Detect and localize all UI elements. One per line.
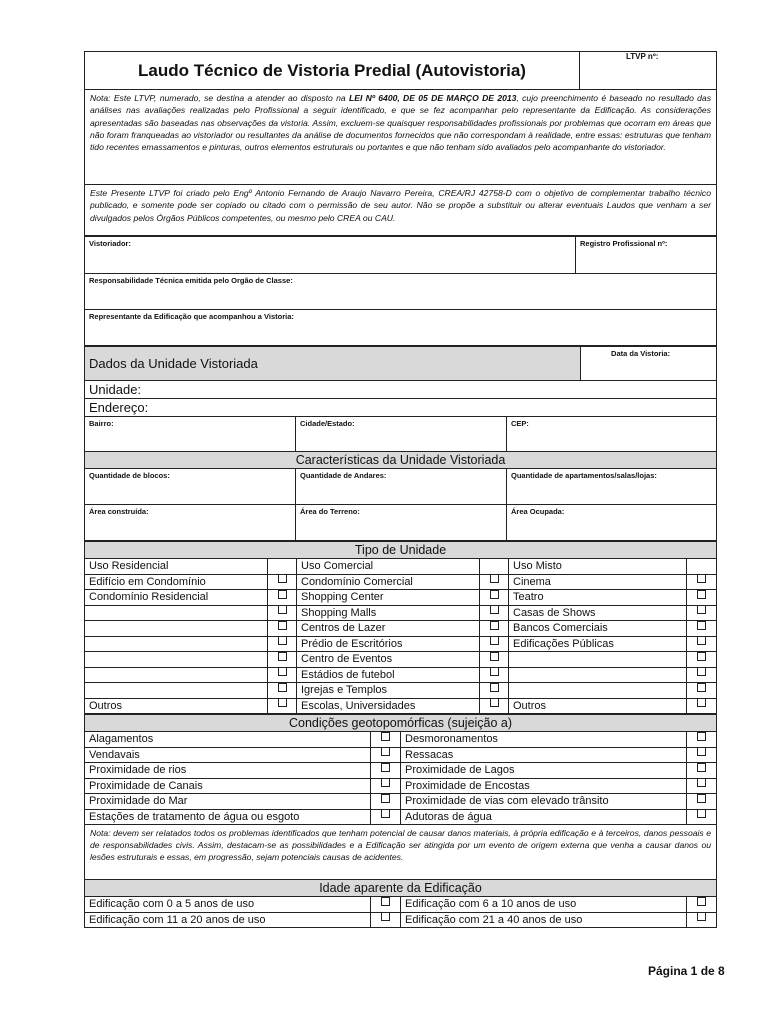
checkbox-icon (697, 683, 706, 692)
unit-type-label: Outros (85, 698, 268, 714)
table-row (85, 590, 717, 606)
checkbox-icon (278, 590, 287, 599)
checkbox-icon (381, 897, 390, 906)
unit-type-label (85, 683, 268, 699)
checkbox-icon (490, 590, 499, 599)
age-rows (85, 897, 717, 928)
table-row (85, 667, 717, 683)
geo-condition-checkbox[interactable] (371, 763, 401, 779)
checkbox-icon (490, 574, 499, 583)
unit-type-checkbox[interactable] (687, 636, 717, 652)
checkbox-icon (278, 652, 287, 661)
geo-condition-checkbox[interactable] (687, 778, 717, 794)
unit-type-label: Prédio de Escritórios (297, 636, 480, 652)
table-row (85, 763, 717, 779)
unit-type-checkbox[interactable] (480, 636, 509, 652)
table-row (85, 652, 717, 668)
unit-type-label (509, 652, 687, 668)
characteristics-heading: Características da Unidade Vistoriada (85, 452, 717, 469)
checkbox-icon (381, 809, 390, 818)
unit-type-label: Shopping Malls (297, 605, 480, 621)
checkbox-icon (697, 667, 706, 676)
geo-condition-checkbox[interactable] (371, 778, 401, 794)
unit-type-label: Outros (509, 698, 687, 714)
geo-rows (85, 732, 717, 825)
geo-condition-checkbox[interactable] (687, 809, 717, 825)
table-row (85, 897, 717, 913)
checkbox-icon (278, 683, 287, 692)
age-option-label: Edificação com 21 a 40 anos de uso (401, 912, 687, 928)
checkbox-icon (381, 794, 390, 803)
checkbox-icon (490, 605, 499, 614)
table-row (85, 605, 717, 621)
checkbox-icon (697, 778, 706, 787)
unit-type-label: Igrejas e Templos (297, 683, 480, 699)
checkbox-icon (697, 652, 706, 661)
checkbox-icon (697, 636, 706, 645)
checkbox-icon (490, 652, 499, 661)
unit-type-checkbox[interactable] (480, 574, 509, 590)
unit-type-label: Shopping Center (297, 590, 480, 606)
checkbox-icon (381, 778, 390, 787)
unit-type-checkbox[interactable] (268, 683, 297, 699)
unit-type-checkbox[interactable] (268, 698, 297, 714)
geo-condition-checkbox[interactable] (687, 747, 717, 763)
checkbox-icon (697, 912, 706, 921)
checkbox-icon (697, 590, 706, 599)
inspector-section (84, 236, 717, 346)
checkbox-icon (697, 698, 706, 707)
checkbox-icon (697, 732, 706, 741)
table-row (85, 778, 717, 794)
unit-type-checkbox[interactable] (687, 574, 717, 590)
table-row (85, 747, 717, 763)
unit-type-label: Estádios de futebol (297, 667, 480, 683)
unit-type-checkbox[interactable] (687, 698, 717, 714)
checkbox-icon (697, 605, 706, 614)
unit-type-checkbox[interactable] (687, 652, 717, 668)
geo-condition-label: Proximidade de Lagos (401, 763, 687, 779)
unit-type-checkbox[interactable] (687, 621, 717, 637)
unit-type-checkbox[interactable] (480, 667, 509, 683)
checkbox-icon (381, 912, 390, 921)
unit-type-label: Bancos Comerciais (509, 621, 687, 637)
floors-field[interactable]: Quantidade de Andares: (296, 469, 507, 505)
geo-condition-label: Desmoronamentos (401, 732, 687, 748)
unit-type-label (509, 683, 687, 699)
ltvp-number-label: LTVP nº: (580, 52, 717, 90)
geo-condition-checkbox[interactable] (687, 794, 717, 810)
neighborhood-field[interactable]: Bairro: (85, 417, 296, 452)
representative-field[interactable]: Representante da Edificação que acompanhou a Vistoria: (85, 310, 717, 346)
table-row (85, 574, 717, 590)
blocks-field[interactable]: Quantidade de blocos: (85, 469, 296, 505)
geo-condition-label: Proximidade do Mar (85, 794, 371, 810)
unit-data-section (84, 346, 717, 541)
checkbox-icon (490, 636, 499, 645)
form-top (84, 51, 717, 236)
unit-type-label: Escolas, Universidades (297, 698, 480, 714)
unit-type-checkbox[interactable] (268, 636, 297, 652)
unit-type-checkbox[interactable] (687, 667, 717, 683)
inspection-date-field[interactable]: Data da Vistoria: (581, 347, 717, 381)
unit-type-rows (85, 574, 717, 714)
header-residential: Uso Residencial (85, 559, 268, 575)
unit-type-label (85, 652, 268, 668)
unit-type-label: Edifício em Condomínio (85, 574, 268, 590)
unit-type-checkbox[interactable] (480, 621, 509, 637)
address-field[interactable]: Endereço: (85, 399, 717, 417)
checkbox-icon (490, 698, 499, 707)
geo-condition-label: Adutoras de água (401, 809, 687, 825)
checkbox-icon (278, 574, 287, 583)
table-row (85, 809, 717, 825)
unit-type-checkbox[interactable] (480, 683, 509, 699)
unit-type-heading: Tipo de Unidade (85, 542, 717, 559)
occupied-area-field[interactable]: Área Ocupada: (507, 505, 717, 541)
geo-condition-checkbox[interactable] (687, 732, 717, 748)
unit-type-section (84, 541, 717, 714)
unit-type-label (85, 667, 268, 683)
geo-condition-label: Proximidade de vias com elevado trânsito (401, 794, 687, 810)
unit-type-label (509, 667, 687, 683)
table-row (85, 698, 717, 714)
geo-condition-label: Proximidade de Encostas (401, 778, 687, 794)
table-row (85, 636, 717, 652)
unit-type-label (85, 621, 268, 637)
built-area-field[interactable]: Área construída: (85, 505, 296, 541)
form-title: Laudo Técnico de Vistoria Predial (Autovistoria) (85, 52, 580, 90)
geo-condition-label: Ressacas (401, 747, 687, 763)
geo-heading: Condições geotopomórficas (sujeição a) (85, 715, 717, 732)
checkbox-icon (490, 683, 499, 692)
unit-type-checkbox[interactable] (268, 667, 297, 683)
unit-type-checkbox[interactable] (480, 698, 509, 714)
unit-type-checkbox[interactable] (687, 605, 717, 621)
geo-condition-checkbox[interactable] (371, 794, 401, 810)
table-row (85, 683, 717, 699)
geo-condition-label: Estações de tratamento de água ou esgoto (85, 809, 371, 825)
apartments-field[interactable]: Quantidade de apartamentos/salas/lojas: (507, 469, 717, 505)
geo-condition-label: Proximidade de Canais (85, 778, 371, 794)
checkbox-icon (278, 636, 287, 645)
checkbox-icon (697, 897, 706, 906)
checkbox-icon (278, 667, 287, 676)
age-option-checkbox[interactable] (687, 897, 717, 913)
registration-field[interactable]: Registro Profissional nº: (576, 237, 717, 274)
age-option-label: Edificação com 11 a 20 anos de uso (85, 912, 371, 928)
geo-condition-checkbox[interactable] (687, 763, 717, 779)
age-option-label: Edificação com 0 a 5 anos de uso (85, 897, 371, 913)
unit-field[interactable]: Unidade: (85, 381, 717, 399)
unit-type-label: Centros de Lazer (297, 621, 480, 637)
header-mixed: Uso Misto (509, 559, 687, 575)
geo-condition-checkbox[interactable] (371, 747, 401, 763)
unit-type-checkbox[interactable] (687, 590, 717, 606)
checkbox-icon (381, 732, 390, 741)
checkbox-icon (490, 667, 499, 676)
checkbox-icon (278, 621, 287, 630)
unit-type-label: Centro de Eventos (297, 652, 480, 668)
author-note: Este Presente LTVP foi criado pelo Engº Antonio Fernando de Araujo Navarro Pereira, CREA/RJ 42758-D com o objetivo de complementar trabalho técnico publicado, e somente pode ser copiado ou citado com o permissão de seu autor. Não se propõe a substituir ou alterar eventuais Laudos que venham a ser divulgados pelos Órgãos Públicos competentes, ou mesmo pelo CREA ou CAU. (85, 185, 717, 236)
geo-condition-checkbox[interactable] (371, 732, 401, 748)
land-area-field[interactable]: Área do Terreno: (296, 505, 507, 541)
checkbox-icon (697, 794, 706, 803)
unit-type-label: Edificações Públicas (509, 636, 687, 652)
table-row (85, 912, 717, 928)
table-row (85, 621, 717, 637)
checkbox-icon (697, 621, 706, 630)
unit-type-checkbox[interactable] (268, 590, 297, 606)
geo-section (84, 714, 717, 928)
age-option-checkbox[interactable] (371, 912, 401, 928)
unit-type-checkbox[interactable] (687, 683, 717, 699)
unit-type-label (85, 636, 268, 652)
checkbox-icon (278, 698, 287, 707)
unit-type-label (85, 605, 268, 621)
geo-condition-checkbox[interactable] (371, 809, 401, 825)
page-number: Página 1 de 8 (648, 964, 725, 978)
checkbox-icon (490, 621, 499, 630)
unit-type-label: Condomínio Residencial (85, 590, 268, 606)
unit-type-label: Condomínio Comercial (297, 574, 480, 590)
unit-type-checkbox[interactable] (268, 621, 297, 637)
checkbox-icon (697, 747, 706, 756)
damage-note: Nota: devem ser relatados todos os problemas identificados que tenham potencial de causar danos materiais, à própria edificação e à terceiros, danos pessoais e de responsabilidades civis. Assim, destacam-se as possibilidades e a Edificação ser atingida por um evento de origem externa que venha a causar danos ou lesões estruturais e essas, em progressão, sejam potenciais causas de acidentes. (85, 825, 717, 880)
unit-type-checkbox[interactable] (480, 605, 509, 621)
age-option-label: Edificação com 6 a 10 anos de uso (401, 897, 687, 913)
form-frame (84, 51, 716, 928)
unit-type-label: Casas de Shows (509, 605, 687, 621)
unit-type-checkbox[interactable] (268, 574, 297, 590)
geo-condition-label: Proximidade de rios (85, 763, 371, 779)
checkbox-icon (697, 574, 706, 583)
geo-condition-label: Alagamentos (85, 732, 371, 748)
checkbox-icon (278, 605, 287, 614)
age-option-checkbox[interactable] (687, 912, 717, 928)
checkbox-icon (381, 763, 390, 772)
age-option-checkbox[interactable] (371, 897, 401, 913)
inspector-field[interactable]: Vistoriador: (85, 237, 576, 274)
responsibility-field[interactable]: Responsabilidade Técnica emitida pelo Orgão de Classe: (85, 274, 717, 310)
city-state-field[interactable]: Cidade/Estado: (296, 417, 507, 452)
age-heading: Idade aparente da Edificação (85, 880, 717, 897)
unit-type-checkbox[interactable] (268, 652, 297, 668)
geo-condition-label: Vendavais (85, 747, 371, 763)
unit-data-heading: Dados da Unidade Vistoriada (85, 347, 581, 381)
zip-field[interactable]: CEP: (507, 417, 717, 452)
checkbox-icon (697, 763, 706, 772)
table-row (85, 732, 717, 748)
unit-type-checkbox[interactable] (480, 590, 509, 606)
header-commercial: Uso Comercial (297, 559, 480, 575)
unit-type-checkbox[interactable] (268, 605, 297, 621)
unit-type-checkbox[interactable] (480, 652, 509, 668)
checkbox-icon (381, 747, 390, 756)
checkbox-icon (697, 809, 706, 818)
legal-note: Nota: Este LTVP, numerado, se destina a atender ao disposto na LEI Nº 6400, DE 05 DE MARÇO DE 2013, cujo preenchimento é baseado no resultado das análises nas avaliações realizadas pelo Profissional a seguir identificado, e que se fez acompanhar pelo representante da Edificação. As considerações apresentadas são baseadas nas observações da vistoria. Assim, excluem-se quaisquer responsabilidades profissionais por problemas que ocorram em áreas que não foram franqueadas ao vistoriador ou resultantes da análise de documentos fornecidos que não correspondam à realidade, entre essas: estruturas que tenham tido recentes emassamentos e pinturas, outros elementos estruturais ou portantes e que não tenham sido avaliados pelo acompanhante do vistoriador. (85, 90, 717, 185)
unit-type-label: Teatro (509, 590, 687, 606)
unit-type-label: Cinema (509, 574, 687, 590)
table-row (85, 794, 717, 810)
